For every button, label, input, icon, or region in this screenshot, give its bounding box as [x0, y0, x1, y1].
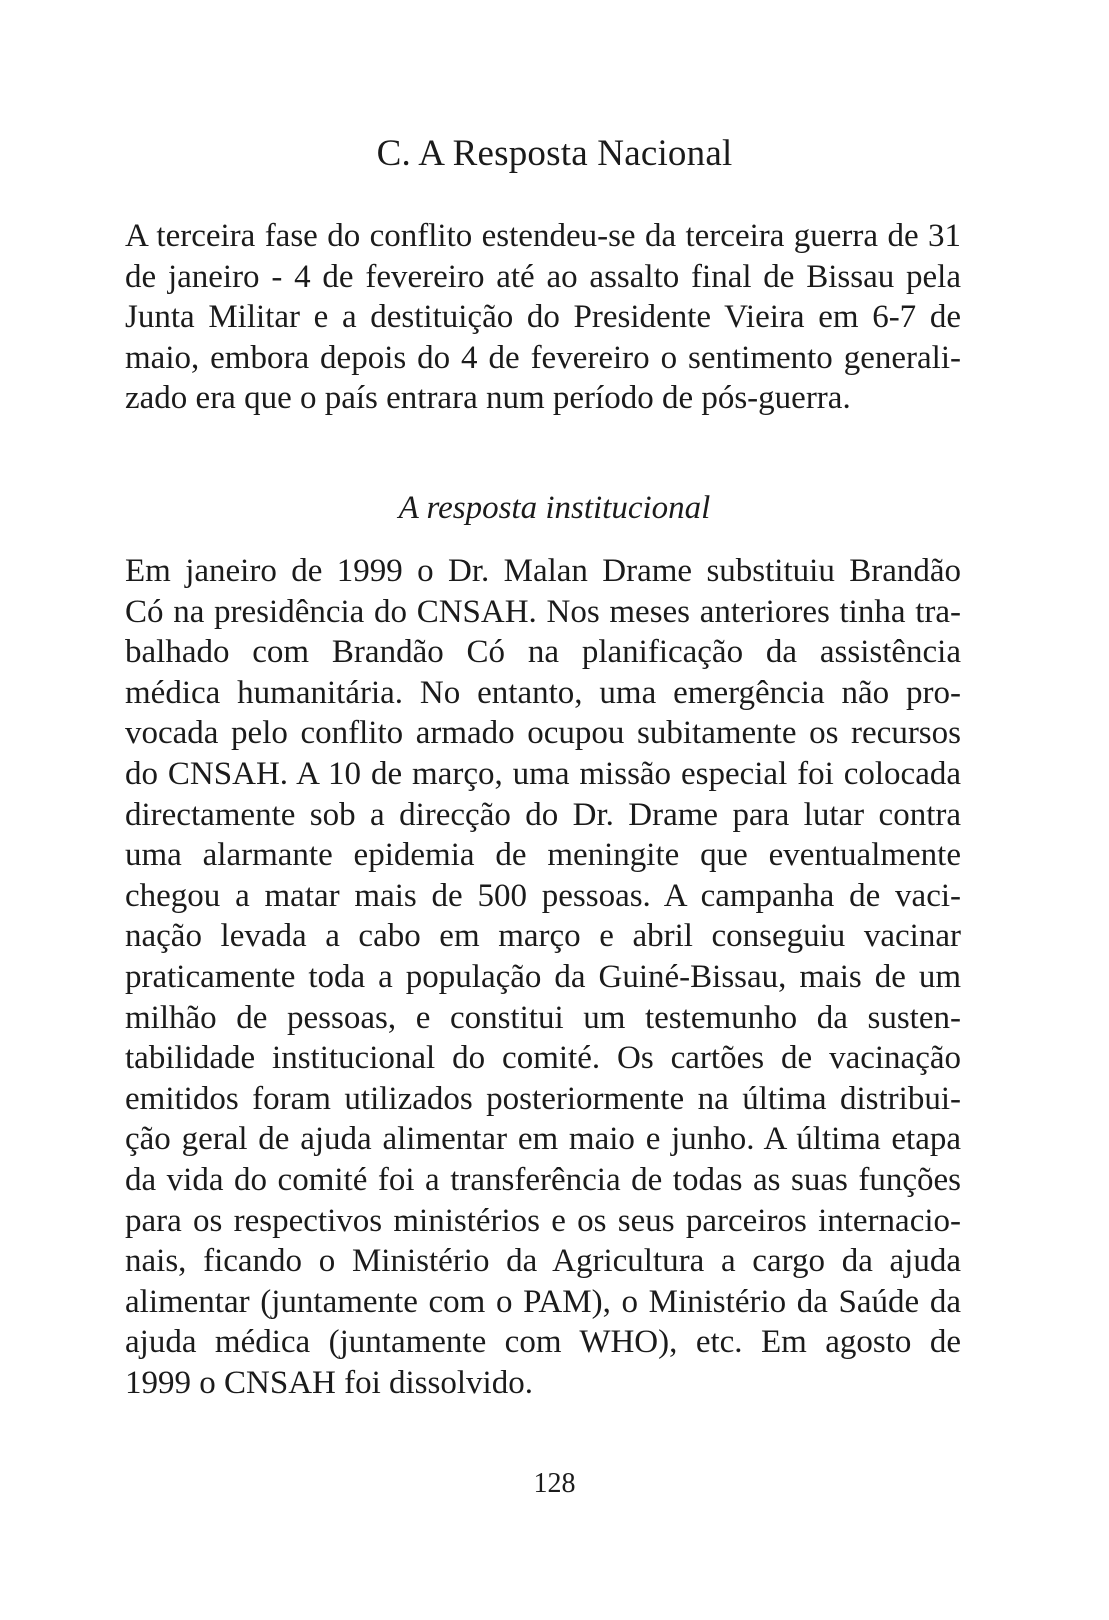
text-line: maio, embora depois do 4 de fevereiro o sentimento generali- [125, 339, 961, 376]
text-line: balhado com Brandão Có na planificação da assistência [125, 634, 961, 671]
text-line: do CNSAH. A 10 de março, uma missão especial foi colocada [125, 755, 961, 792]
text-line: A terceira fase do conflito estendeu-se da terceira guerra de 31 [125, 218, 961, 254]
paragraph-2 [125, 551, 961, 1403]
text-line: 1999 o CNSAH foi dissolvido. [125, 1364, 533, 1401]
section-title: C. A Resposta Nacional [376, 133, 733, 174]
text-line: Có na presidência do CNSAH. Nos meses anteriores tinha tra- [125, 593, 961, 630]
text-line: emitidos foram utilizados posteriormente na última distribui- [125, 1080, 961, 1117]
text-line: directamente sob a direcção do Dr. Drame para lutar contra [125, 796, 961, 833]
text-line: da vida do comité foi a transferência de todas as suas funções [125, 1161, 961, 1198]
text-line: ção geral de ajuda alimentar em maio e junho. A última etapa [125, 1121, 961, 1158]
subheading: A resposta institucional [398, 490, 711, 526]
page-number: 128 [533, 1468, 576, 1499]
text-line: zado era que o país entrara num período de pós-guerra. [125, 380, 851, 417]
text-line: nais, ficando o Ministério da Agricultura a cargo da ajuda [125, 1243, 961, 1280]
text-line: para os respectivos ministérios e os seus parceiros internacio- [125, 1202, 961, 1239]
text-line: ajuda médica (juntamente com WHO), etc. Em agosto de [125, 1324, 961, 1361]
text-line: médica humanitária. No entanto, uma emergência não pro- [125, 674, 961, 711]
text-line: Junta Militar e a destituição do Presidente Vieira em 6-7 de [125, 299, 961, 336]
text-line: milhão de pessoas, e constitui um testemunho da susten- [125, 999, 961, 1036]
text-line: praticamente toda a população da Guiné-Bissau, mais de um [125, 958, 961, 995]
text-line: uma alarmante epidemia de meningite que eventualmente [125, 837, 961, 874]
paragraph-1 [125, 216, 961, 419]
text-line: nação levada a cabo em março e abril conseguiu vacinar [125, 918, 961, 955]
text-line: alimentar (juntamente com o PAM), o Ministério da Saúde da [125, 1283, 961, 1320]
text-line: chegou a matar mais de 500 pessoas. A campanha de vaci- [125, 877, 961, 914]
text-line: vocada pelo conflito armado ocupou subitamente os recursos [125, 715, 961, 752]
text-line: Em janeiro de 1999 o Dr. Malan Drame substituiu Brandão [125, 553, 961, 589]
text-line: tabilidade institucional do comité. Os cartões de vacinação [125, 1040, 961, 1077]
text-line: de janeiro - 4 de fevereiro até ao assalto final de Bissau pela [125, 258, 961, 295]
